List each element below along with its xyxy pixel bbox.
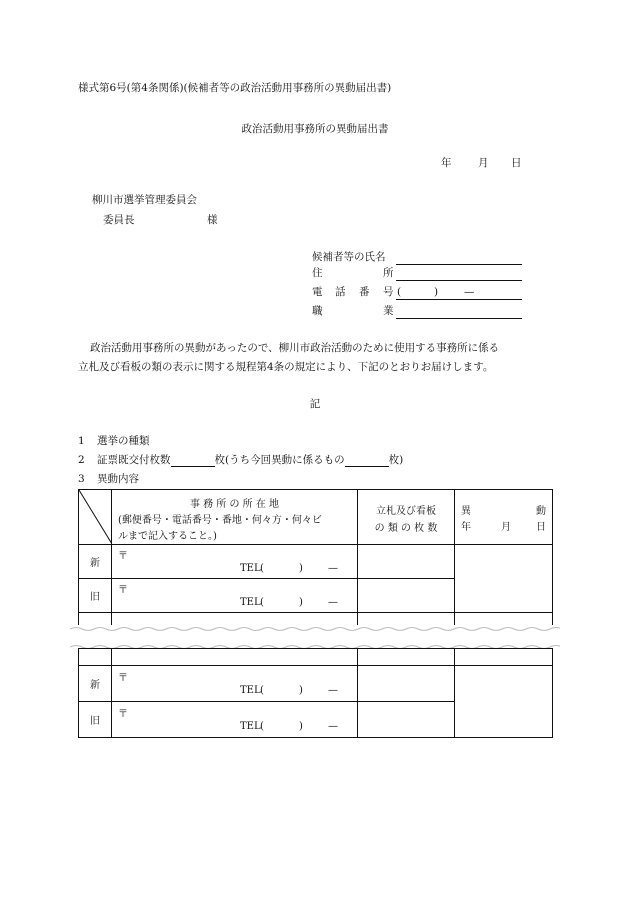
applicant-job-label-2: 業 bbox=[383, 305, 394, 317]
count-cell-new-1 bbox=[358, 545, 455, 579]
date-day: 日 bbox=[511, 157, 522, 169]
addressee-org: 柳川市選挙管理委員会 bbox=[92, 194, 197, 206]
tel-open: ( bbox=[260, 721, 264, 732]
header-location-line2: (郵便番号・電話番号・番地・何々方・何々ビ bbox=[118, 515, 322, 526]
applicant-name-label: 候補者等の氏名 bbox=[312, 251, 386, 263]
header-count-cell bbox=[358, 490, 455, 545]
diagonal-line bbox=[79, 490, 112, 544]
applicant-phone-label-4: 号 bbox=[383, 286, 394, 298]
item1-text: 選挙の種類 bbox=[97, 435, 150, 447]
filler-cell bbox=[455, 649, 553, 666]
applicant-phone-close: ) bbox=[434, 286, 439, 298]
ki-heading: 記 bbox=[309, 398, 321, 410]
location-cell-new-1 bbox=[112, 545, 358, 579]
applicant-phone-open: ( bbox=[397, 286, 402, 298]
form-label: 様式第6号(第4条関係)(候補者等の政治活動用事務所の異動届出書) bbox=[78, 82, 392, 94]
tel-open: ( bbox=[260, 597, 264, 608]
header-diagonal-cell bbox=[79, 490, 112, 545]
date-month: 月 bbox=[478, 157, 489, 169]
item3-text: 異動内容 bbox=[97, 473, 139, 485]
header-location-line1: 事 務 所 の 所 在 地 bbox=[189, 499, 280, 510]
row-label-new: 新 bbox=[79, 666, 112, 702]
tel-label: TEL bbox=[240, 563, 261, 574]
filler-cell bbox=[358, 649, 455, 666]
header-change-cell bbox=[455, 490, 553, 545]
item2-text-c: 枚) bbox=[388, 454, 404, 466]
location-cell-old-2 bbox=[112, 702, 358, 738]
tel-dash: — bbox=[328, 597, 338, 608]
filler-cell bbox=[112, 649, 358, 666]
body-text-line2: 立札及び看板の類の表示に関する規程第4条の規定により、下記のとおりお届けします。 bbox=[78, 361, 494, 373]
date-cell-2 bbox=[455, 666, 553, 738]
header-change-b: 動 bbox=[536, 506, 546, 517]
applicant-phone-label-3: 番 bbox=[359, 286, 370, 298]
tel-label: TEL bbox=[240, 597, 261, 608]
postal-mark: 〒 bbox=[118, 673, 128, 684]
body-text-line1: 政治活動用事務所の異動があったので、柳川市政治活動のために使用する事務所に係る bbox=[90, 342, 500, 354]
change-table-bottom bbox=[78, 648, 553, 738]
tel-dash: — bbox=[328, 563, 338, 574]
item2-blank-2 bbox=[345, 455, 389, 467]
page-title: 政治活動用事務所の異動届出書 bbox=[241, 123, 389, 135]
item1-number: 1 bbox=[78, 435, 85, 447]
count-cell-new-2 bbox=[358, 666, 455, 702]
header-change-month: 月 bbox=[501, 522, 511, 533]
item2-number: 2 bbox=[78, 454, 85, 466]
row-label-new: 新 bbox=[79, 545, 112, 579]
applicant-job-label-1: 職 bbox=[312, 305, 323, 317]
row-label-old: 旧 bbox=[79, 702, 112, 738]
header-change-a: 異 bbox=[461, 506, 471, 517]
item2-blank-1 bbox=[171, 455, 215, 467]
header-count-line2: の 類 の 枚 数 bbox=[374, 523, 438, 534]
item3-number: 3 bbox=[78, 473, 85, 485]
filler-cell bbox=[79, 649, 112, 666]
item2-text-a: 証票既交付枚数 bbox=[97, 454, 171, 466]
count-cell-old-1 bbox=[358, 579, 455, 613]
item2-text bbox=[97, 454, 403, 467]
tel-close: ) bbox=[299, 721, 303, 732]
applicant-phone-dash: — bbox=[464, 286, 475, 298]
tel-open: ( bbox=[260, 685, 264, 696]
location-cell-old-1 bbox=[112, 579, 358, 613]
tel-label: TEL bbox=[240, 721, 261, 732]
header-change-day: 日 bbox=[536, 522, 546, 533]
postal-mark: 〒 bbox=[118, 551, 128, 562]
header-location-cell bbox=[112, 490, 358, 545]
tel-close: ) bbox=[299, 685, 303, 696]
date-year: 年 bbox=[441, 157, 452, 169]
applicant-address-label-1: 住 bbox=[312, 267, 323, 279]
date-cell-1 bbox=[455, 545, 553, 613]
applicant-address-label-2: 所 bbox=[383, 267, 394, 279]
tel-close: ) bbox=[299, 597, 303, 608]
addressee-position: 委員長 bbox=[103, 214, 135, 226]
tel-dash: — bbox=[328, 685, 338, 696]
applicant-job-line bbox=[396, 305, 522, 319]
item2-text-b: 枚(うち今回異動に係るもの bbox=[214, 454, 345, 466]
tel-dash: — bbox=[328, 721, 338, 732]
postal-mark: 〒 bbox=[118, 709, 128, 720]
change-table-top bbox=[78, 489, 553, 643]
applicant-phone-label-2: 話 bbox=[335, 286, 346, 298]
row-label-old: 旧 bbox=[79, 579, 112, 613]
applicant-phone-line bbox=[396, 286, 522, 300]
tel-open: ( bbox=[260, 563, 264, 574]
applicant-phone-label-1: 電 bbox=[312, 286, 323, 298]
header-location-line3: ルまで記入すること。) bbox=[118, 531, 217, 542]
postal-mark: 〒 bbox=[118, 585, 128, 596]
applicant-address-line bbox=[396, 267, 522, 281]
tel-close: ) bbox=[299, 563, 303, 574]
header-change-year: 年 bbox=[461, 522, 471, 533]
tel-label: TEL bbox=[240, 685, 261, 696]
header-count-line1: 立札及び看板 bbox=[376, 506, 436, 517]
location-cell-new-2 bbox=[112, 666, 358, 702]
count-cell-old-2 bbox=[358, 702, 455, 738]
applicant-name-line bbox=[396, 251, 522, 265]
addressee-honorific: 様 bbox=[207, 214, 218, 226]
